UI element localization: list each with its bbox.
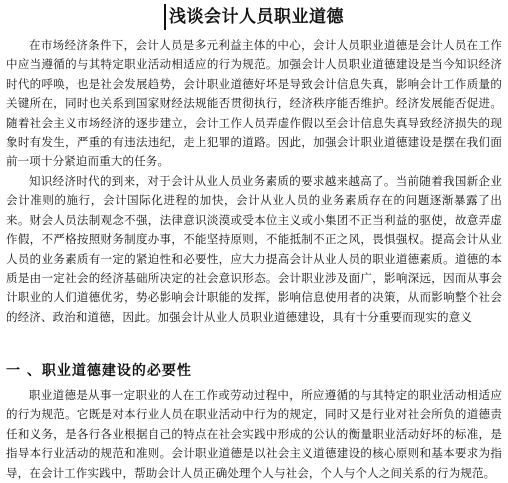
section-paragraph: 职业道德是从事一定职业的人在工作或劳动过程中，所应遵循的与其特定的职业活动相适应的行为规范。它既是对本行业人员在职业活动中行为的规定，同时又是行业对社会所负的道德责任和义务，是各行各业根据自己的特点在社会实践中形成的公认的衡量职业活动好坏的标准，是指导本行业活动的规范和准则。会计职业道德是以社会主义道德建设的核心原则和基本要求为指导，在会计工作实践中，帮助会计人员正确处理个人与社会，个人与个人之间关系的行为规范。 — [6, 388, 502, 480]
intro-paragraph-1: 在市场经济条件下，会计人员是多元利益主体的中心，会计人员职业道德是会计人员在工作中应当遵循的与其特定职业活动相适应的行为规范。加强会计人员职业道德建设是当今知识经济时代的呼唤，也是社会发展趋势，会计职业道德好坏是导致会计信息失真，影响会计工作质量的关键所在，同时也关系到国家财经法规能否贯彻执行，经济秩序能否维护。经济发展能否促进。随着社会主义市场经济的逐步建立，会计工作人员弄虚作假以至会计信息失真导致经济损失的现象时有发生，严重的有违法违纪，走上犯罪的道路。因此，加强会计职业道德建设是摆在我们面前一项十分紧迫而重大的任务。 — [6, 38, 502, 169]
intro-paragraph-2: 知识经济时代的到来，对于会计从业人员业务素质的要求越来越高了。当前随着我国新企业会计准则的施行，会计国际化进程的加快，会计从业人员的业务素质存在的问题逐渐暴露了出来。财会人员法制观念不强，法律意识淡漠或受本位主义或小集团不正当利益的驱使，故意弄虚作假，不严格按照财务制度办事，不能坚持原则，不能抵制不正之风，畏惧强权。提高会计从业人员的业务素质有一定的紧迫性和必要性，应大力提高会计从业人员的职业道德素质。道德的本质是由一定社会的经济基础所决定的社会意识形态。会计职业涉及面广，影响深远，因而从事会计职业的人们道德优劣，势必影响会计职能的发挥，影响信息使用者的决策，从而影响整个社会的经济、政治和道德，因此。加强会计从业人员职业道德建设，具有十分重要而现实的意义 — [6, 174, 502, 324]
document-title: 浅谈会计人员职业道德 — [164, 4, 344, 30]
section-heading: 一 、职业道德建设的必要性 — [6, 363, 192, 379]
title-container — [0, 4, 508, 30]
